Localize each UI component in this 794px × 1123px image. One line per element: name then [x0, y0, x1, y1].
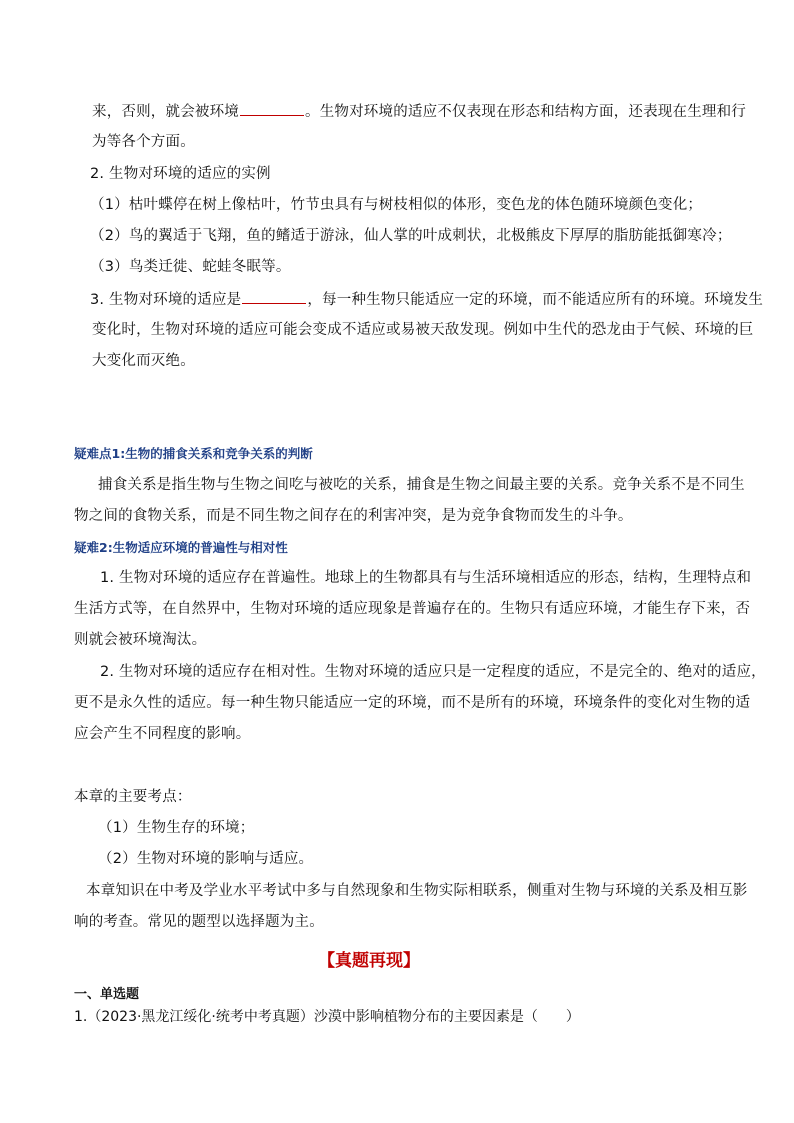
example-item-1: （1）枯叶蝶停在树上像枯叶，竹节虫具有与树枝相似的体形，变色龙的体色随环境颜色变化； — [90, 197, 703, 213]
examples-heading: 2. 生物对环境的适应的实例 — [90, 166, 271, 182]
difficulty-1-heading: 疑难点1:生物的捕食关系和竞争关系的判断 — [74, 446, 313, 461]
question-1: 1.（2023·黑龙江绥化·统考中考真题）沙漠中影响植物分布的主要因素是（ ） — [74, 1009, 580, 1025]
section-title: 【真题再现】 — [318, 951, 420, 971]
difficulty-1-line-2: 物之间的食物关系，而是不同生物之间存在的利害冲突，是为竞争食物而发生的斗争。 — [74, 508, 633, 524]
intro-line-2: 为等各个方面。 — [92, 134, 195, 150]
relative-line-3: 大变化而灭绝。 — [92, 353, 195, 369]
difficulty-2-p1-line-1: 1. 生物对环境的适应存在普遍性。地球上的生物都具有与生活环境相适应的形态，结构，生理特点和 — [100, 570, 752, 586]
keypoint-item-1: （1）生物生存的环境； — [98, 820, 255, 836]
relative-line-2: 变化时，生物对环境的适应可能会变成不适应或易被天敌发现。例如中生代的恐龙由于气候、环境的巨 — [92, 322, 754, 338]
difficulty-2-p2-line-1: 2. 生物对环境的适应存在相对性。生物对环境的适应只是一定程度的适应，不是完全的、绝对的适应， — [100, 664, 766, 680]
difficulty-2-p1-line-2: 生活方式等，在自然界中，生物对环境的适应现象是普遍存在的。生物只有适应环境，才能生存下来，否 — [74, 601, 751, 617]
example-item-3: （3）鸟类迁徙、蛇蛙冬眠等。 — [90, 259, 291, 275]
intro-text-a: 来，否则，就会被环境 — [92, 104, 239, 120]
keypoints-summary-line-2: 响的考查。常见的题型以选择题为主。 — [74, 914, 324, 930]
difficulty-1-line-1: 捕食关系是指生物与生物之间吃与被吃的关系，捕食是生物之间最主要的关系。竞争关系不是不同生 — [98, 477, 745, 493]
part-one-heading: 一、单选题 — [74, 987, 140, 1002]
intro-text-b: 。生物对环境的适应不仅表现在形态和结构方面，还表现在生理和行 — [305, 104, 746, 120]
keypoints-heading: 本章的主要考点： — [74, 789, 192, 805]
difficulty-2-p1-line-3: 则就会被环境淘汰。 — [74, 632, 207, 648]
example-item-2: （2）鸟的翼适于飞翔，鱼的鳍适于游泳，仙人掌的叶成刺状，北极熊皮下厚厚的脂肪能抵御寒冷； — [90, 228, 732, 244]
difficulty-2-p2-line-2: 更不是永久性的适应。每一种生物只能适应一定的环境，而不是所有的环境，环境条件的变化对生物的适 — [74, 695, 751, 711]
difficulty-2-p2-line-3: 应会产生不同程度的影响。 — [74, 726, 251, 742]
fill-blank-1 — [240, 101, 304, 116]
relative-text-a: 3. 生物对环境的适应是 — [90, 292, 242, 308]
intro-line-1 — [92, 101, 746, 123]
keypoint-item-2: （2）生物对环境的影响与适应。 — [98, 851, 314, 867]
difficulty-2-heading: 疑难2:生物适应环境的普遍性与相对性 — [74, 540, 288, 555]
keypoints-summary-line-1: 本章知识在中考及学业水平考试中多与自然现象和生物实际相联系，侧重对生物与环境的关系及相互影 — [86, 883, 748, 899]
relative-text-b: ，每一种生物只能适应一定的环境，而不能适应所有的环境。环境发生 — [307, 292, 764, 308]
fill-blank-2 — [242, 289, 306, 304]
relative-line-1 — [90, 289, 763, 311]
